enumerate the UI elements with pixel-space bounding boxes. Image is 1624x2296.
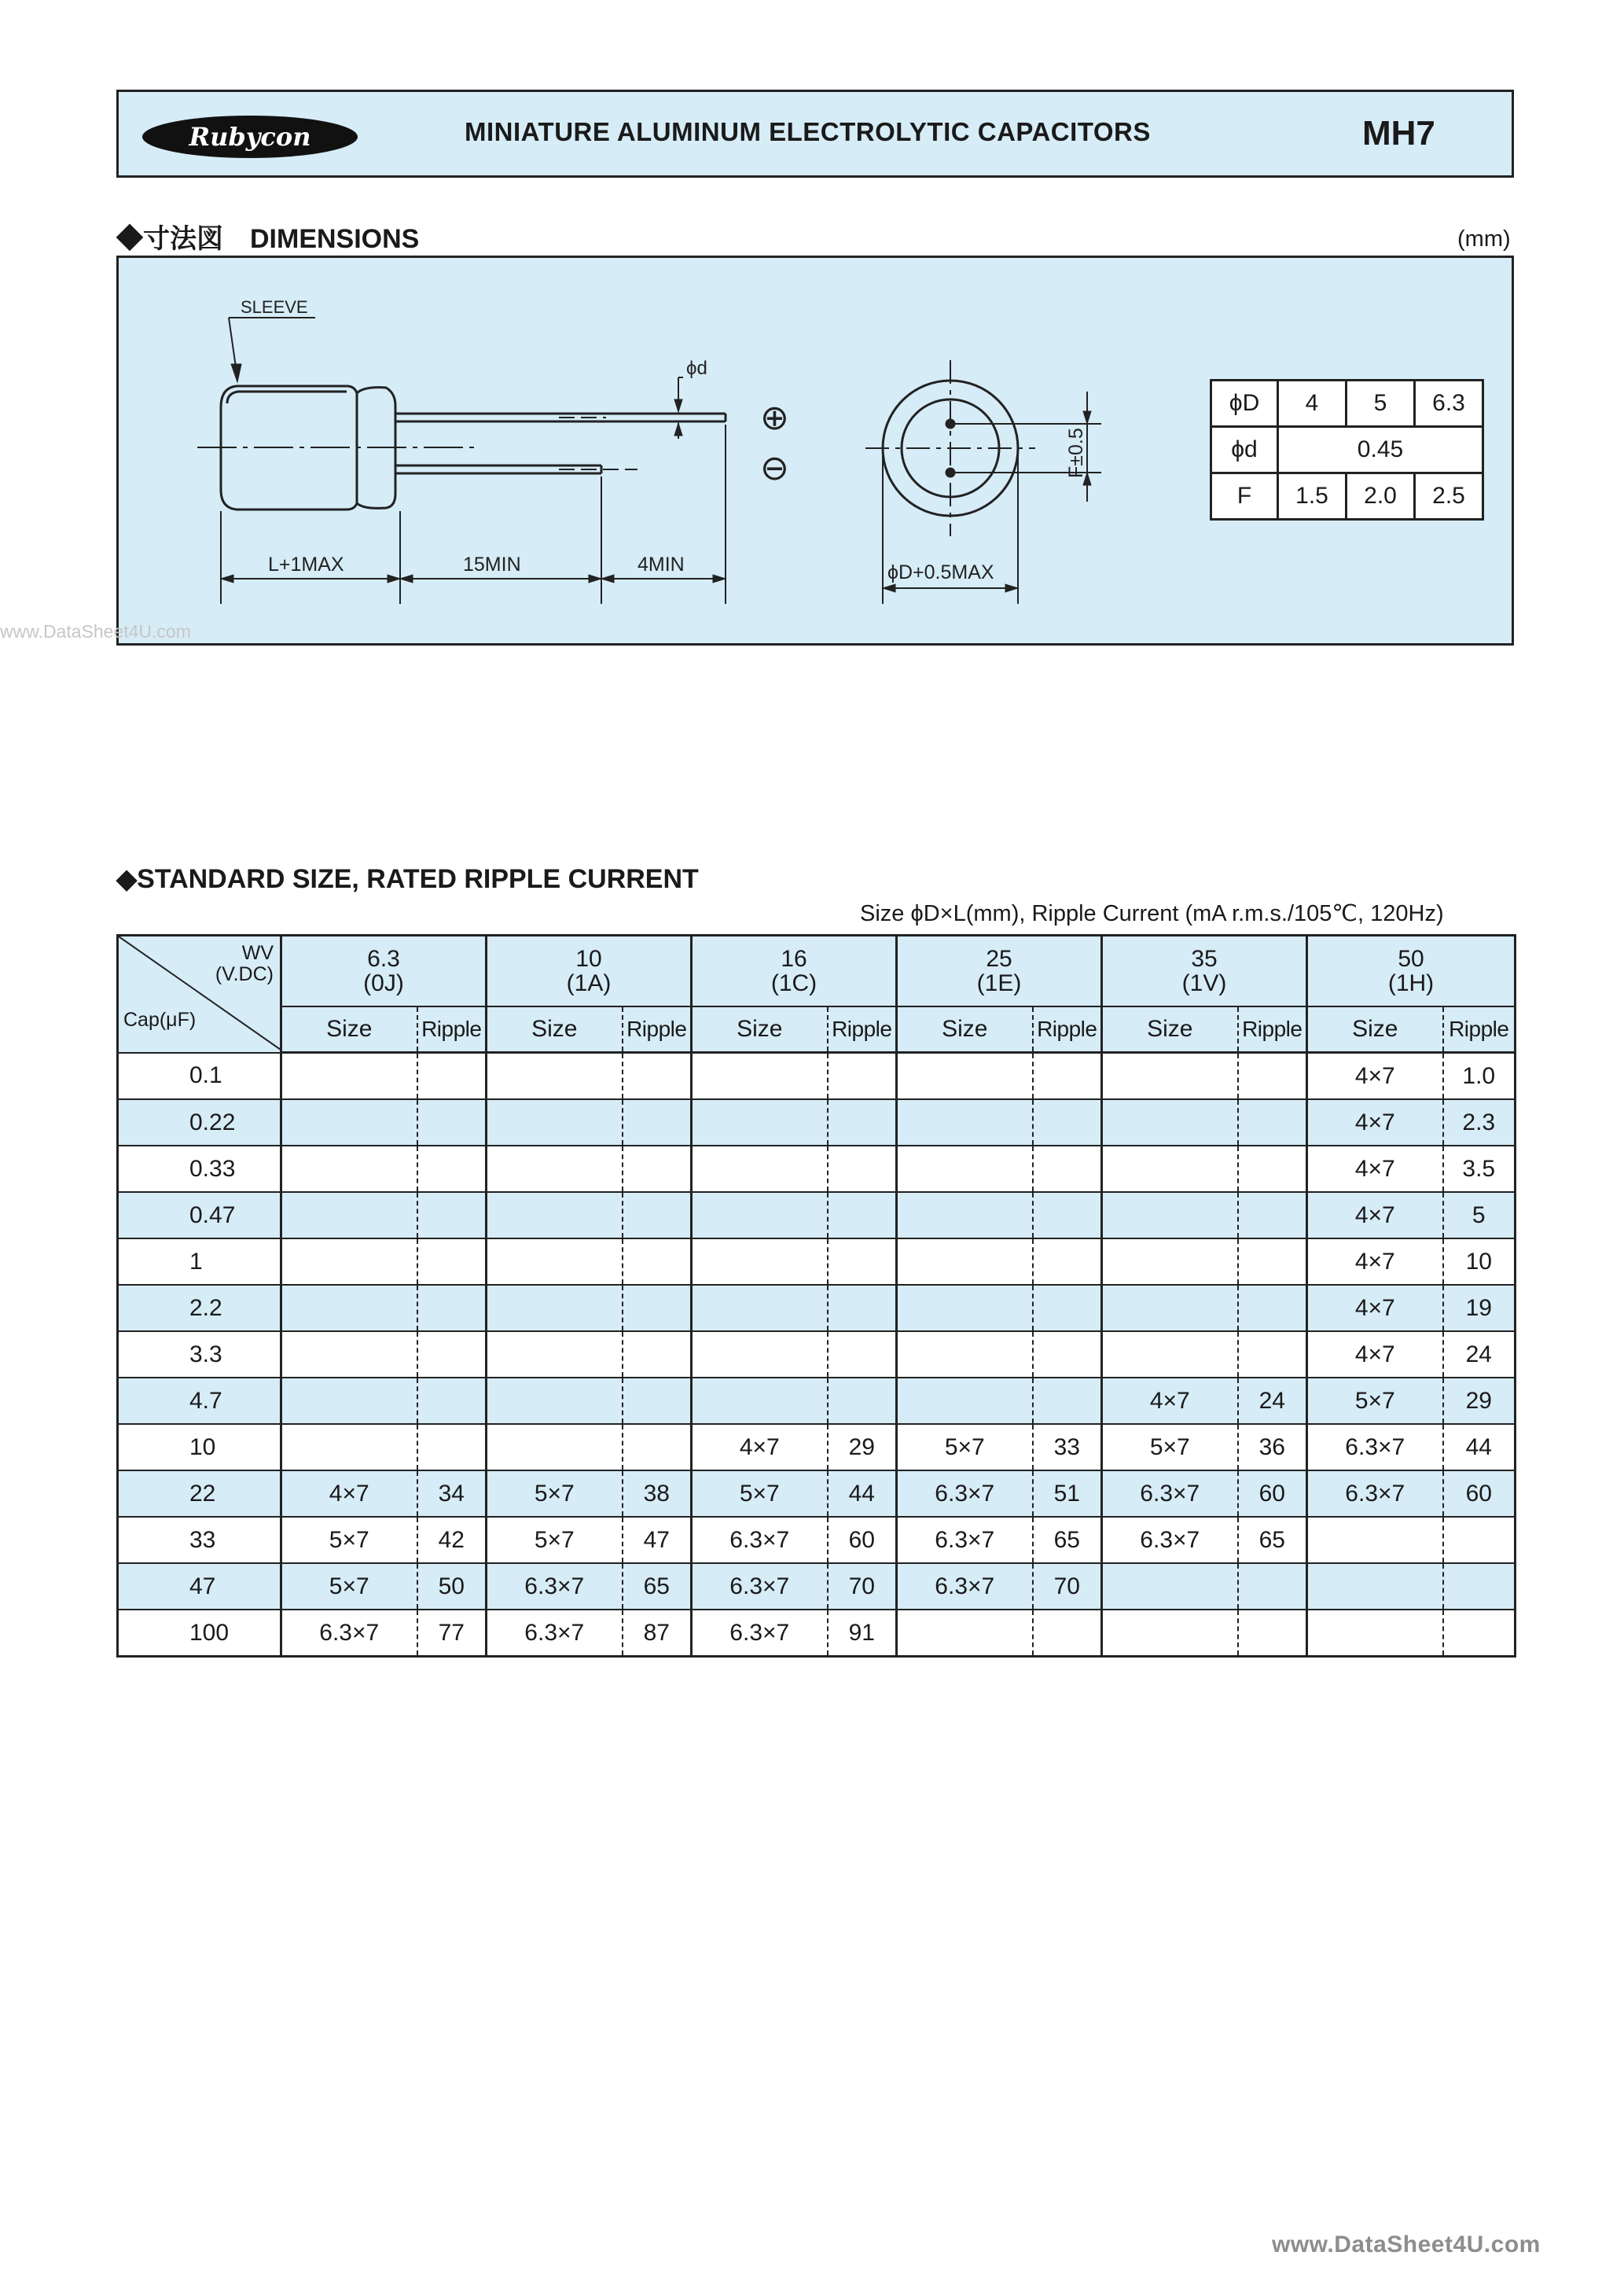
size-cell bbox=[487, 1099, 623, 1146]
ripple-cell bbox=[828, 1099, 897, 1146]
size-cell: 5×7 bbox=[487, 1470, 623, 1517]
voltage-code: (1H) bbox=[1387, 970, 1435, 996]
capacitance-cell: 100 bbox=[118, 1610, 281, 1657]
table-row bbox=[118, 1517, 1516, 1563]
ripple-cell: 65 bbox=[1033, 1517, 1102, 1563]
dim-row-D-label: ϕD bbox=[1211, 381, 1278, 427]
size-cell bbox=[487, 1146, 623, 1192]
table-row bbox=[118, 1099, 1516, 1146]
table-row bbox=[118, 1146, 1516, 1192]
ripple-subheader: Ripple bbox=[623, 1006, 692, 1053]
dim-F-3: 2.5 bbox=[1415, 473, 1483, 520]
table-row bbox=[118, 1192, 1516, 1238]
ripple-cell bbox=[1238, 1146, 1307, 1192]
ripple-cell: 44 bbox=[1443, 1424, 1516, 1470]
size-cell bbox=[281, 1192, 417, 1238]
ripple-cell bbox=[623, 1285, 692, 1331]
size-cell: 5×7 bbox=[281, 1563, 417, 1610]
ripple-cell: 77 bbox=[417, 1610, 487, 1657]
dim-row-F-label: F bbox=[1211, 473, 1278, 520]
size-cell bbox=[281, 1053, 417, 1100]
size-cell bbox=[281, 1146, 417, 1192]
size-cell bbox=[281, 1285, 417, 1331]
size-subheader: Size bbox=[897, 1006, 1033, 1053]
ripple-cell bbox=[623, 1424, 692, 1470]
ripple-cell bbox=[417, 1285, 487, 1331]
size-cell bbox=[692, 1331, 828, 1378]
ripple-cell bbox=[1238, 1238, 1307, 1285]
table-row bbox=[118, 1563, 1516, 1610]
size-cell bbox=[692, 1146, 828, 1192]
size-cell: 5×7 bbox=[1307, 1378, 1443, 1424]
ripple-cell: 10 bbox=[1443, 1238, 1516, 1285]
ripple-cell: 51 bbox=[1033, 1470, 1102, 1517]
ripple-cell: 60 bbox=[828, 1517, 897, 1563]
size-subheader: Size bbox=[281, 1006, 417, 1053]
size-cell bbox=[1102, 1285, 1238, 1331]
ripple-cell: 70 bbox=[828, 1563, 897, 1610]
size-cell: 4×7 bbox=[281, 1470, 417, 1517]
capacitance-cell: 47 bbox=[118, 1563, 281, 1610]
voltage-value: 10 bbox=[575, 946, 602, 972]
size-cell: 6.3×7 bbox=[897, 1517, 1033, 1563]
ripple-cell: 24 bbox=[1443, 1331, 1516, 1378]
ripple-cell bbox=[828, 1331, 897, 1378]
table-row bbox=[118, 1053, 1516, 1100]
wv-label: WV bbox=[241, 942, 274, 964]
length-label: L+1MAX bbox=[268, 554, 344, 576]
size-subheader: Size bbox=[1307, 1006, 1443, 1053]
ripple-cell bbox=[1443, 1517, 1516, 1563]
size-cell bbox=[281, 1099, 417, 1146]
table-row bbox=[118, 1285, 1516, 1331]
size-cell bbox=[1102, 1192, 1238, 1238]
ripple-cell bbox=[1033, 1099, 1102, 1146]
dimension-table bbox=[1210, 379, 1484, 521]
ripple-cell bbox=[623, 1099, 692, 1146]
size-cell bbox=[897, 1099, 1033, 1146]
ripple-cell: 2.3 bbox=[1443, 1099, 1516, 1146]
dim-D-5: 5 bbox=[1347, 381, 1415, 427]
voltage-code: (1V) bbox=[1181, 970, 1227, 996]
capacitance-cell: 10 bbox=[118, 1424, 281, 1470]
ripple-cell: 47 bbox=[623, 1517, 692, 1563]
voltage-value: 35 bbox=[1191, 946, 1218, 972]
ripple-cell: 50 bbox=[417, 1563, 487, 1610]
ripple-cell: 19 bbox=[1443, 1285, 1516, 1331]
watermark-bottom: www.DataSheet4U.com bbox=[1272, 2232, 1541, 2257]
ripple-cell: 33 bbox=[1033, 1424, 1102, 1470]
size-cell bbox=[897, 1285, 1033, 1331]
size-cell: 6.3×7 bbox=[897, 1470, 1033, 1517]
size-subheader: Size bbox=[692, 1006, 828, 1053]
size-cell: 6.3×7 bbox=[692, 1563, 828, 1610]
watermark-left: www.DataSheet4U.com bbox=[0, 621, 191, 642]
ripple-cell bbox=[417, 1192, 487, 1238]
ripple-cell bbox=[828, 1285, 897, 1331]
voltage-code: (1E) bbox=[976, 970, 1022, 996]
minus-icon: ⊖ bbox=[760, 449, 789, 488]
size-cell bbox=[487, 1378, 623, 1424]
dimensions-heading: ◆寸法図 DIMENSIONS bbox=[116, 224, 420, 254]
sleeve-label: SLEEVE bbox=[241, 297, 308, 317]
size-cell: 6.3×7 bbox=[897, 1563, 1033, 1610]
size-cell bbox=[1102, 1053, 1238, 1100]
voltage-value: 25 bbox=[986, 946, 1012, 972]
ripple-cell bbox=[1238, 1053, 1307, 1100]
diameter-max-label: ϕD+0.5MAX bbox=[887, 561, 994, 583]
ripple-cell bbox=[417, 1238, 487, 1285]
size-cell: 6.3×7 bbox=[1307, 1470, 1443, 1517]
table-row bbox=[118, 1331, 1516, 1378]
ripple-cell: 3.5 bbox=[1443, 1146, 1516, 1192]
table-row bbox=[118, 1424, 1516, 1470]
ripple-cell: 44 bbox=[828, 1470, 897, 1517]
pitch-label: F±0.5 bbox=[1065, 428, 1087, 478]
ripple-cell: 65 bbox=[1238, 1517, 1307, 1563]
size-cell: 6.3×7 bbox=[281, 1610, 417, 1657]
voltage-value: 16 bbox=[781, 946, 807, 972]
rubycon-logo bbox=[141, 114, 359, 160]
ripple-cell: 5 bbox=[1443, 1192, 1516, 1238]
ripple-cell bbox=[1238, 1331, 1307, 1378]
size-cell: 5×7 bbox=[487, 1517, 623, 1563]
size-cell: 6.3×7 bbox=[692, 1610, 828, 1657]
size-cell: 4×7 bbox=[1307, 1285, 1443, 1331]
capacitance-cell: 22 bbox=[118, 1470, 281, 1517]
size-cell bbox=[487, 1192, 623, 1238]
size-cell bbox=[487, 1424, 623, 1470]
ripple-cell bbox=[623, 1331, 692, 1378]
series-code: MH7 bbox=[1362, 114, 1435, 153]
capacitance-cell: 4.7 bbox=[118, 1378, 281, 1424]
ripple-cell: 24 bbox=[1238, 1378, 1307, 1424]
size-cell: 4×7 bbox=[1307, 1192, 1443, 1238]
ripple-subheader: Ripple bbox=[828, 1006, 897, 1053]
size-cell: 5×7 bbox=[897, 1424, 1033, 1470]
voltage-value: 6.3 bbox=[367, 946, 400, 972]
size-cell: 6.3×7 bbox=[1102, 1470, 1238, 1517]
voltage-header bbox=[1307, 936, 1516, 1007]
dimensions-panel bbox=[116, 256, 1514, 646]
ripple-subheader: Ripple bbox=[1238, 1006, 1307, 1053]
voltage-value: 50 bbox=[1398, 946, 1424, 972]
ripple-cell bbox=[1033, 1285, 1102, 1331]
size-cell: 4×7 bbox=[1307, 1099, 1443, 1146]
header-banner bbox=[116, 90, 1514, 178]
size-cell: 6.3×7 bbox=[1102, 1517, 1238, 1563]
size-cell: 4×7 bbox=[1307, 1146, 1443, 1192]
dimensions-unit: (mm) bbox=[1457, 226, 1511, 252]
ripple-cell bbox=[1238, 1192, 1307, 1238]
voltage-header bbox=[897, 936, 1102, 1007]
size-cell bbox=[281, 1378, 417, 1424]
size-cell bbox=[1102, 1331, 1238, 1378]
voltage-code: (0J) bbox=[363, 970, 404, 996]
ripple-cell: 34 bbox=[417, 1470, 487, 1517]
ripple-cell bbox=[1033, 1053, 1102, 1100]
size-cell: 6.3×7 bbox=[692, 1517, 828, 1563]
size-cell bbox=[897, 1610, 1033, 1657]
voltage-header bbox=[1102, 936, 1307, 1007]
size-cell bbox=[487, 1285, 623, 1331]
size-cell bbox=[487, 1331, 623, 1378]
ripple-cell bbox=[1238, 1563, 1307, 1610]
ripple-cell: 60 bbox=[1443, 1470, 1516, 1517]
ripple-heading: ◆STANDARD SIZE, RATED RIPPLE CURRENT bbox=[116, 864, 699, 894]
capacitance-cell: 2.2 bbox=[118, 1285, 281, 1331]
table-row bbox=[118, 1378, 1516, 1424]
size-cell: 4×7 bbox=[1307, 1331, 1443, 1378]
size-cell bbox=[692, 1378, 828, 1424]
size-cell: 4×7 bbox=[1307, 1238, 1443, 1285]
lead-15min-label: 15MIN bbox=[463, 554, 521, 576]
capacitance-cell: 0.47 bbox=[118, 1192, 281, 1238]
size-cell bbox=[1307, 1517, 1443, 1563]
size-cell: 4×7 bbox=[1307, 1053, 1443, 1100]
ripple-cell bbox=[828, 1192, 897, 1238]
size-cell bbox=[1307, 1563, 1443, 1610]
size-cell: 5×7 bbox=[281, 1517, 417, 1563]
size-cell bbox=[897, 1378, 1033, 1424]
ripple-cell bbox=[1033, 1192, 1102, 1238]
ripple-cell bbox=[1033, 1331, 1102, 1378]
ripple-cell bbox=[417, 1146, 487, 1192]
ripple-subheader: Ripple bbox=[1443, 1006, 1516, 1053]
ripple-cell bbox=[1033, 1610, 1102, 1657]
ripple-note: Size ϕD×L(mm), Ripple Current (mA r.m.s./105℃, 120Hz) bbox=[860, 901, 1444, 926]
vdc-label: (V.DC) bbox=[215, 963, 274, 985]
lead-4min-label: 4MIN bbox=[637, 554, 685, 576]
dim-row-d-label: ϕd bbox=[1211, 427, 1278, 473]
logo-text: Rubycon bbox=[189, 122, 311, 152]
ripple-cell bbox=[1033, 1146, 1102, 1192]
size-cell: 5×7 bbox=[692, 1470, 828, 1517]
size-cell bbox=[1102, 1238, 1238, 1285]
size-cell bbox=[692, 1285, 828, 1331]
capacitance-cell: 0.22 bbox=[118, 1099, 281, 1146]
ripple-cell: 1.0 bbox=[1443, 1053, 1516, 1100]
capacitance-cell: 0.1 bbox=[118, 1053, 281, 1100]
ripple-cell: 60 bbox=[1238, 1470, 1307, 1517]
size-cell: 6.3×7 bbox=[487, 1610, 623, 1657]
capacitance-cell: 1 bbox=[118, 1238, 281, 1285]
ripple-cell bbox=[1033, 1378, 1102, 1424]
ripple-cell bbox=[1238, 1285, 1307, 1331]
ripple-cell bbox=[1238, 1099, 1307, 1146]
page-title: MINIATURE ALUMINUM ELECTROLYTIC CAPACITORS bbox=[465, 117, 1151, 146]
size-subheader: Size bbox=[487, 1006, 623, 1053]
ripple-cell bbox=[417, 1424, 487, 1470]
size-cell: 4×7 bbox=[692, 1424, 828, 1470]
size-cell: 5×7 bbox=[1102, 1424, 1238, 1470]
voltage-header bbox=[487, 936, 692, 1007]
size-cell bbox=[897, 1331, 1033, 1378]
lead-diameter-label: ϕd bbox=[686, 358, 707, 379]
ripple-cell bbox=[623, 1238, 692, 1285]
ripple-cell bbox=[828, 1378, 897, 1424]
ripple-cell: 42 bbox=[417, 1517, 487, 1563]
ripple-cell bbox=[417, 1053, 487, 1100]
ripple-cell bbox=[623, 1146, 692, 1192]
cap-label: Cap(μF) bbox=[123, 1009, 197, 1031]
ripple-cell bbox=[828, 1053, 897, 1100]
ripple-cell bbox=[1443, 1610, 1516, 1657]
size-cell bbox=[1102, 1610, 1238, 1657]
table-row bbox=[118, 1470, 1516, 1517]
ripple-subheader: Ripple bbox=[417, 1006, 487, 1053]
capacitance-cell: 33 bbox=[118, 1517, 281, 1563]
ripple-cell: 29 bbox=[1443, 1378, 1516, 1424]
size-cell: 6.3×7 bbox=[1307, 1424, 1443, 1470]
ripple-cell bbox=[1443, 1563, 1516, 1610]
capacitance-cell: 3.3 bbox=[118, 1331, 281, 1378]
size-cell bbox=[281, 1331, 417, 1378]
size-cell: 4×7 bbox=[1102, 1378, 1238, 1424]
ripple-subheader: Ripple bbox=[1033, 1006, 1102, 1053]
ripple-cell: 38 bbox=[623, 1470, 692, 1517]
size-cell bbox=[692, 1053, 828, 1100]
ripple-cell: 29 bbox=[828, 1424, 897, 1470]
size-cell bbox=[692, 1192, 828, 1238]
dim-D-4: 4 bbox=[1278, 381, 1347, 427]
dim-d-value: 0.45 bbox=[1278, 427, 1483, 473]
voltage-header bbox=[692, 936, 897, 1007]
size-cell bbox=[692, 1099, 828, 1146]
size-cell bbox=[897, 1053, 1033, 1100]
table-row bbox=[118, 1610, 1516, 1657]
size-cell bbox=[897, 1238, 1033, 1285]
corner-header bbox=[118, 936, 281, 1053]
size-cell bbox=[1102, 1563, 1238, 1610]
ripple-cell bbox=[1033, 1238, 1102, 1285]
voltage-header bbox=[281, 936, 487, 1007]
ripple-cell bbox=[828, 1238, 897, 1285]
size-cell bbox=[487, 1053, 623, 1100]
ripple-cell bbox=[417, 1378, 487, 1424]
size-cell bbox=[1102, 1099, 1238, 1146]
size-cell bbox=[692, 1238, 828, 1285]
ripple-table bbox=[116, 934, 1516, 1658]
voltage-code: (1A) bbox=[566, 970, 612, 996]
size-cell bbox=[1307, 1610, 1443, 1657]
size-cell bbox=[897, 1146, 1033, 1192]
ripple-cell bbox=[623, 1378, 692, 1424]
ripple-cell bbox=[623, 1053, 692, 1100]
ripple-cell: 70 bbox=[1033, 1563, 1102, 1610]
size-subheader: Size bbox=[1102, 1006, 1238, 1053]
ripple-cell bbox=[623, 1192, 692, 1238]
ripple-cell: 91 bbox=[828, 1610, 897, 1657]
plus-icon: ⊕ bbox=[760, 399, 789, 437]
size-cell bbox=[897, 1192, 1033, 1238]
dim-F-2: 2.0 bbox=[1347, 473, 1415, 520]
size-cell bbox=[1102, 1146, 1238, 1192]
ripple-cell bbox=[417, 1331, 487, 1378]
capacitance-cell: 0.33 bbox=[118, 1146, 281, 1192]
ripple-cell bbox=[417, 1099, 487, 1146]
ripple-cell: 87 bbox=[623, 1610, 692, 1657]
size-cell: 6.3×7 bbox=[487, 1563, 623, 1610]
ripple-cell: 65 bbox=[623, 1563, 692, 1610]
ripple-cell bbox=[1238, 1610, 1307, 1657]
ripple-cell bbox=[828, 1146, 897, 1192]
size-cell bbox=[487, 1238, 623, 1285]
dim-D-6-3: 6.3 bbox=[1415, 381, 1483, 427]
table-row bbox=[118, 1238, 1516, 1285]
size-cell bbox=[281, 1424, 417, 1470]
ripple-cell: 36 bbox=[1238, 1424, 1307, 1470]
size-cell bbox=[281, 1238, 417, 1285]
dim-F-1: 1.5 bbox=[1278, 473, 1347, 520]
voltage-code: (1C) bbox=[770, 970, 818, 996]
